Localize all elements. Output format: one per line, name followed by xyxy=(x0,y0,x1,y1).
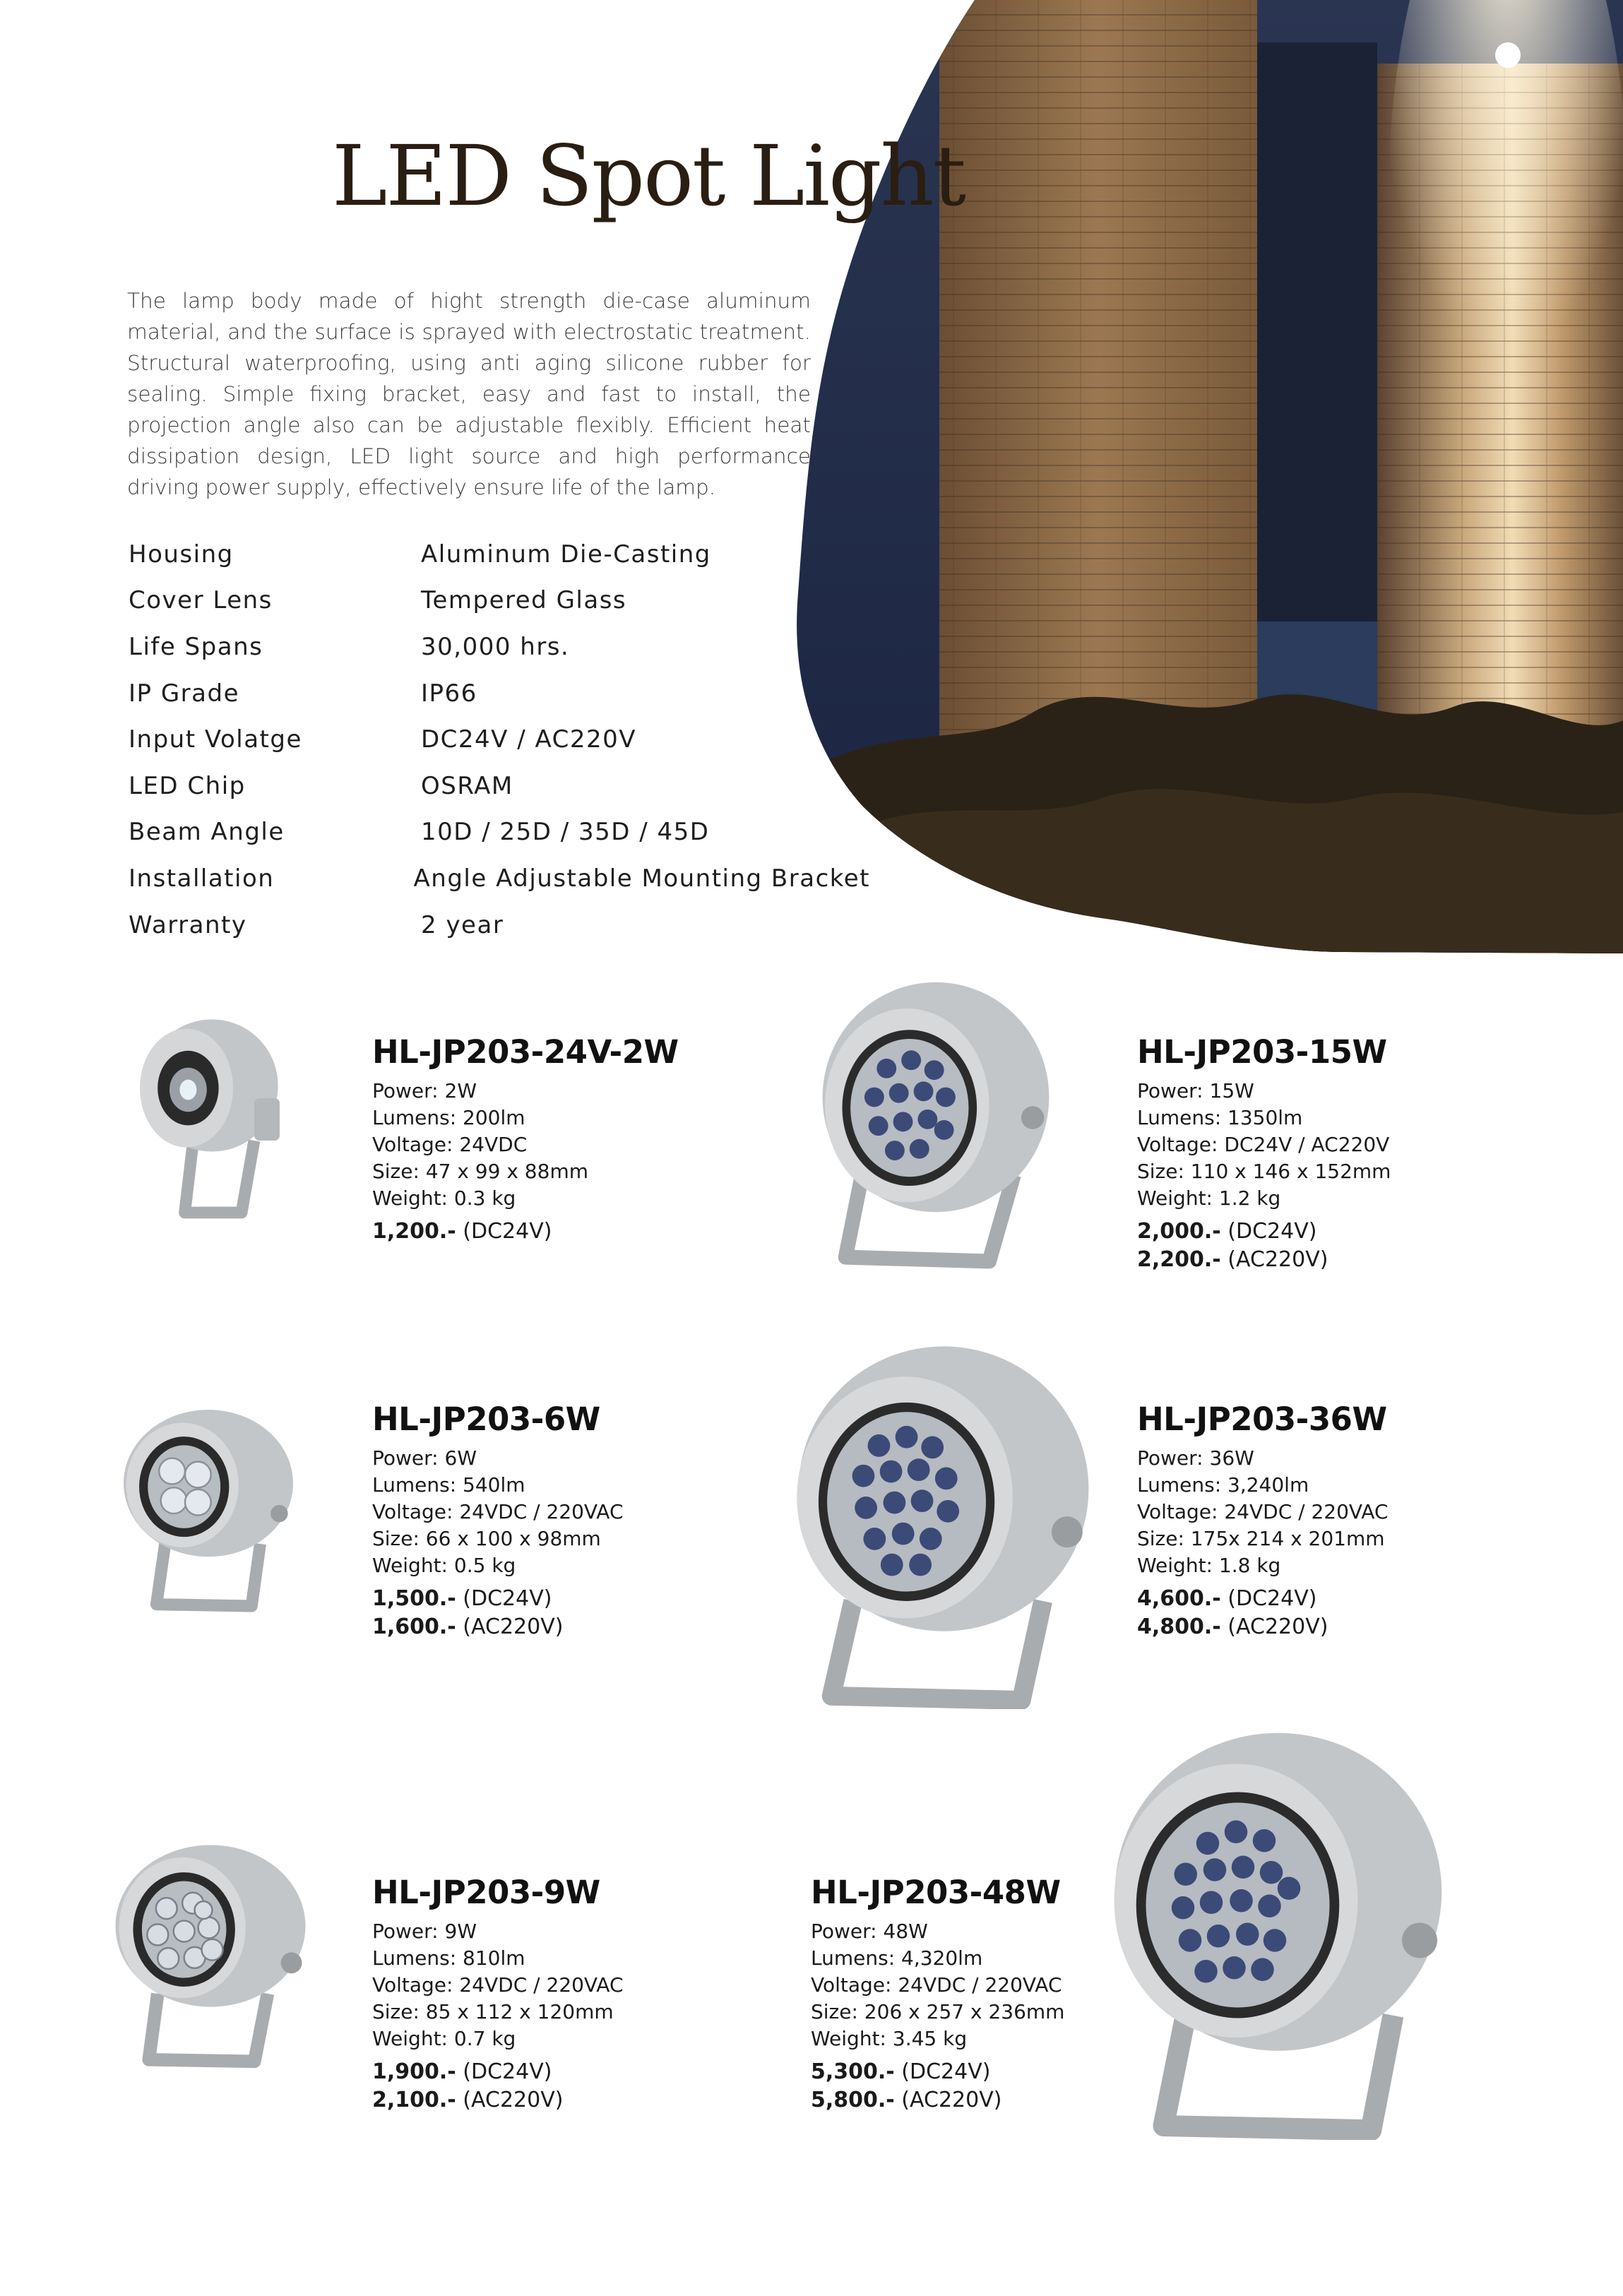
product-spec-line: Size: 47 x 99 x 88mm xyxy=(372,1160,588,1183)
price-amount: 1,600.- xyxy=(372,1614,456,1639)
spec-label: IP Grade xyxy=(129,679,239,708)
price-note: (AC220V) xyxy=(463,1614,564,1639)
product-spec-line: Power: 15W xyxy=(1137,1079,1254,1102)
product-spec-line: Size: 66 x 100 x 98mm xyxy=(372,1527,601,1550)
spec-value: 30,000 hrs. xyxy=(421,632,570,661)
page-title: LED Spot Light xyxy=(332,127,965,225)
product-spec-line: Power: 2W xyxy=(372,1079,477,1102)
lamp-15w-image xyxy=(812,978,1059,1282)
lamp-9w-image xyxy=(105,1840,316,2073)
price-note: (AC220V) xyxy=(901,2088,1002,2112)
product-spec-line: Lumens: 200lm xyxy=(372,1106,525,1129)
product-spec-line: Voltage: 24VDC xyxy=(372,1133,528,1156)
price-note: (AC220V) xyxy=(463,2088,564,2112)
price-amount: 4,800.- xyxy=(1137,1614,1221,1639)
price-line xyxy=(1137,1246,1391,1274)
spec-table xyxy=(129,531,870,948)
product-spec-line: Size: 110 x 146 x 152mm xyxy=(1137,1160,1391,1183)
spec-row xyxy=(129,855,870,902)
product-2w xyxy=(372,1033,679,1246)
price-line xyxy=(372,2086,624,2114)
product-36w xyxy=(1137,1400,1389,1641)
price-amount: 5,800.- xyxy=(811,2088,895,2112)
product-spec-line: Weight: 0.5 kg xyxy=(372,1554,516,1577)
spec-row xyxy=(129,716,870,763)
spec-row xyxy=(129,763,870,809)
product-spec-line: Voltage: 24VDC / 220VAC xyxy=(811,1973,1062,1997)
product-spec-line: Weight: 1.2 kg xyxy=(1137,1186,1281,1210)
product-name: HL-JP203-9W xyxy=(372,1874,600,1911)
product-spec-line: Size: 85 x 112 x 120mm xyxy=(372,2000,614,2023)
spec-value: Tempered Glass xyxy=(421,586,627,615)
product-spec-line: Voltage: 24VDC / 220VAC xyxy=(1137,1500,1389,1523)
price-amount: 1,900.- xyxy=(372,2059,456,2084)
product-spec-line: Power: 6W xyxy=(372,1446,477,1470)
spec-value: IP66 xyxy=(421,679,477,708)
price-amount: 1,200.- xyxy=(372,1219,456,1244)
product-spec-line: Weight: 0.7 kg xyxy=(372,2027,516,2050)
price-amount: 2,100.- xyxy=(372,2088,456,2112)
spec-value: Angle Adjustable Mounting Bracket xyxy=(413,864,870,893)
price-note: (DC24V) xyxy=(463,2059,552,2084)
spec-value: 10D / 25D / 35D / 45D xyxy=(421,818,710,847)
price-line xyxy=(811,2086,1064,2114)
product-spec-line: Weight: 1.8 kg xyxy=(1137,1554,1281,1577)
price-amount: 4,600.- xyxy=(1137,1586,1221,1611)
spec-label: Life Spans xyxy=(129,632,263,661)
spec-row xyxy=(129,809,870,856)
product-description: The lamp body made of hight strength die-case aluminum material, and the surface is sprayed with electrostatic treatment. Structural waterproofing, using anti aging silicone rubber for sealing. Simple fixing bracket, easy and fast to install, the projection angle also can be adjustable flexibly. Efficient heat dissipation design, LED light source and high performance driving power supply, effectively ensure life of the lamp. xyxy=(127,289,811,499)
price-note: (DC24V) xyxy=(463,1219,552,1244)
product-spec-line: Weight: 0.3 kg xyxy=(372,1186,516,1210)
price-amount: 5,300.- xyxy=(811,2059,895,2084)
product-spec-line: Lumens: 540lm xyxy=(372,1473,525,1497)
price-line xyxy=(372,1585,624,1613)
spec-row xyxy=(129,531,870,578)
price-note: (AC220V) xyxy=(1227,1247,1328,1272)
spec-row xyxy=(129,578,870,624)
spec-label: Cover Lens xyxy=(129,586,273,615)
price-note: (DC24V) xyxy=(901,2059,991,2084)
product-15w xyxy=(1137,1033,1391,1274)
price-line xyxy=(372,1613,624,1641)
product-spec-line: Power: 9W xyxy=(372,1920,477,1943)
price-note: (DC24V) xyxy=(1227,1219,1317,1244)
price-amount: 1,500.- xyxy=(372,1586,456,1611)
price-line xyxy=(1137,1585,1389,1613)
price-note: (AC220V) xyxy=(1227,1614,1328,1639)
lamp-6w-image xyxy=(113,1405,304,1617)
price-line xyxy=(372,1218,679,1246)
price-line xyxy=(372,2058,624,2086)
product-spec-line: Power: 36W xyxy=(1137,1446,1254,1470)
product-name: HL-JP203-36W xyxy=(1137,1400,1387,1438)
product-spec-line: Size: 206 x 257 x 236mm xyxy=(811,2000,1065,2023)
spec-value: 2 year xyxy=(421,910,504,939)
lamp-2w-image xyxy=(127,1013,297,1225)
spec-label: Input Volatge xyxy=(129,725,302,754)
spec-label: Beam Angle xyxy=(129,818,285,847)
spec-value: Aluminum Die-Casting xyxy=(421,540,711,569)
price-amount: 2,200.- xyxy=(1137,1247,1221,1272)
product-9w xyxy=(372,1874,624,2114)
spec-label: Housing xyxy=(129,540,234,569)
spec-label: Warranty xyxy=(129,910,247,939)
price-line xyxy=(1137,1613,1389,1641)
product-spec-line: Size: 175x 214 x 201mm xyxy=(1137,1527,1385,1550)
product-spec-line: Lumens: 3,240lm xyxy=(1137,1473,1309,1497)
spec-row xyxy=(129,624,870,670)
price-note: (DC24V) xyxy=(1227,1586,1317,1611)
product-spec-line: Lumens: 4,320lm xyxy=(811,1946,983,1970)
spec-value: DC24V / AC220V xyxy=(421,725,637,754)
spec-label: LED Chip xyxy=(129,771,246,800)
product-name: HL-JP203-48W xyxy=(811,1874,1061,1911)
spec-value: OSRAM xyxy=(421,771,513,800)
product-spec-line: Lumens: 810lm xyxy=(372,1946,525,1970)
spec-row xyxy=(129,902,870,948)
product-spec-line: Voltage: 24VDC / 220VAC xyxy=(372,1500,624,1523)
price-line xyxy=(811,2058,1064,2086)
lamp-36w-image xyxy=(784,1342,1095,1709)
product-6w xyxy=(372,1400,624,1641)
product-48w xyxy=(811,1874,1064,2114)
product-spec-line: Voltage: DC24V / AC220V xyxy=(1137,1133,1390,1156)
price-amount: 2,000.- xyxy=(1137,1219,1221,1244)
product-spec-line: Power: 48W xyxy=(811,1920,928,1943)
product-spec-line: Weight: 3.45 kg xyxy=(811,2027,968,2050)
product-name: HL-JP203-24V-2W xyxy=(372,1033,679,1071)
product-spec-line: Lumens: 1350lm xyxy=(1137,1106,1303,1129)
price-note: (DC24V) xyxy=(463,1586,552,1611)
product-name: HL-JP203-15W xyxy=(1137,1033,1387,1071)
spec-row xyxy=(129,670,870,717)
spec-label: Installation xyxy=(129,864,275,893)
lamp-48w-image xyxy=(1102,1723,1455,2140)
price-line xyxy=(1137,1218,1391,1246)
product-name: HL-JP203-6W xyxy=(372,1400,600,1438)
product-spec-line: Voltage: 24VDC / 220VAC xyxy=(372,1973,624,1997)
